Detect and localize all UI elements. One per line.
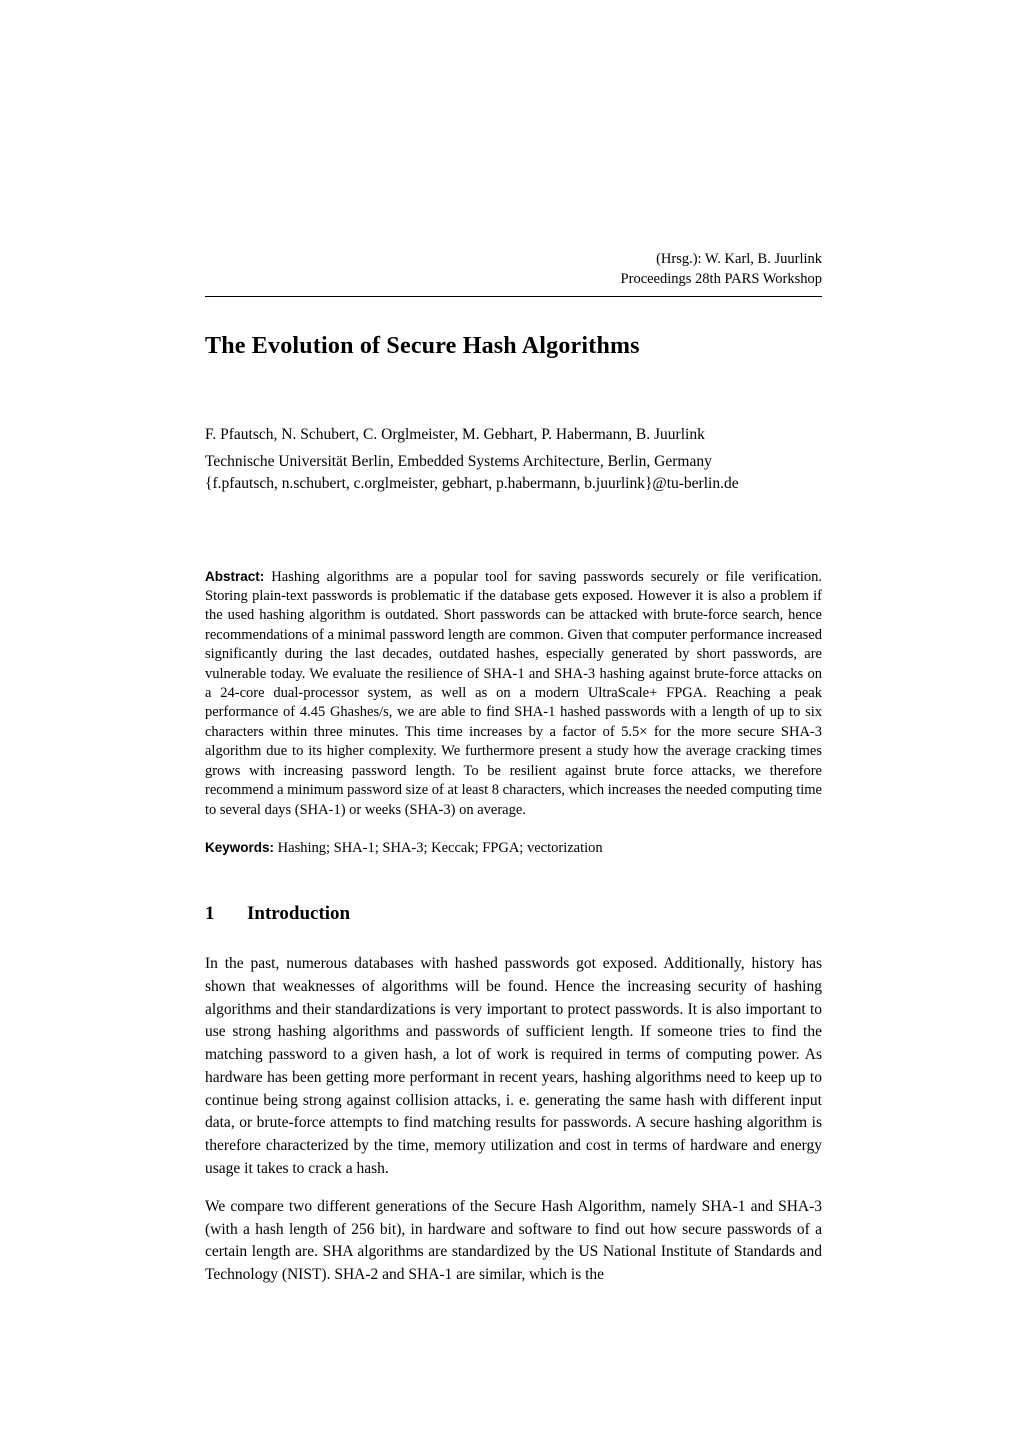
keywords-paragraph [205, 840, 822, 857]
section-title: Introduction [247, 903, 351, 925]
section-number: 1 [205, 903, 215, 925]
header-proceedings-line: Proceedings 28th PARS Workshop [620, 270, 822, 287]
conference-header [205, 250, 822, 289]
author-block [205, 424, 822, 495]
intro-paragraph-1: In the past, numerous databases with hashed passwords got exposed. Additionally, history has shown that weaknesses of algorithms will be found. Hence the increasing security of hashing algorithms and their standardizations is very important to protect passwords. It is also important to use strong hashing algorithms and passwords of sufficient length. If someone tries to find the matching password to a given hash, a lot of work is required in terms of computing power. As hardware has been getting more performant in recent years, hashing algorithms need to keep up to continue being strong against collision attacks, i. e. generating the same hash with different input data, or brute-force attempts to find matching results for passwords. A secure hashing algorithm is therefore characterized by the time, memory utilization and cost in terms of hardware and energy usage it takes to crack a hash. [205, 955, 822, 1178]
author-names: F. Pfautsch, N. Schubert, C. Orglmeister, M. Gebhart, P. Habermann, B. Juurlink [205, 426, 705, 444]
keywords-label: Keywords: [205, 840, 275, 856]
keywords-text: Hashing; SHA-1; SHA-3; Keccak; FPGA; vectorization [277, 840, 603, 857]
abstract-text: Hashing algorithms are a popular tool for saving passwords securely or file verification. Storing plain-text passwords is problematic if the database gets exposed. However it is also a problem if the used hashing algorithm is outdated. Short passwords can be attacked with brute-force search, hence recommendations of a minimal password length are common. Given that computer performance increased significantly during the last decades, outdated hashes, especially generated by short passwords, are vulnerable today. We evaluate the resilience of SHA-1 and SHA-3 hashing against brute-force attacks on a 24-core dual-processor system, as well as on a modern UltraScale+ FPGA. Reaching a peak performance of 4.45 Ghashes/s, we are able to find SHA-1 hashed passwords with a length of up to six characters within three minutes. This time increases by a factor of 5.5× for the more secure SHA-3 algorithm due to its higher complexity. We furthermore present a study how the average cracking times grows with increasing password length. To be resilient against brute force attacks, we therefore recommend a minimum password size of at least 8 characters, which increases the needed computing time to several days (SHA-1) or weeks (SHA-3) on average. [205, 568, 823, 818]
abstract-label: Abstract: [205, 568, 265, 584]
author-emails: {f.pfautsch, n.schubert, c.orglmeister, gebhart, p.habermann, b.juurlink}@tu-berlin.de [205, 475, 739, 493]
page-header [205, 0, 822, 297]
abstract-paragraph [205, 568, 822, 820]
author-affiliation: Technische Universität Berlin, Embedded Systems Architecture, Berlin, Germany [205, 452, 712, 470]
paper-content [205, 0, 822, 1287]
header-editors-line: (Hrsg.): W. Karl, B. Juurlink [656, 251, 822, 267]
intro-paragraph-2: We compare two different generations of the Secure Hash Algorithm, namely SHA-1 and SHA-3 (with a hash length of 256 bit), in hardware and software to find out how secure passwords of a certain length are. SHA algorithms are standardized by the US National Institute of Standards and Technology (NIST). SHA-2 and SHA-1 are similar, which is the [205, 1197, 822, 1284]
paper-title: The Evolution of Secure Hash Algorithms [205, 333, 640, 360]
section-heading-introduction [205, 903, 822, 925]
header-divider [205, 296, 822, 297]
